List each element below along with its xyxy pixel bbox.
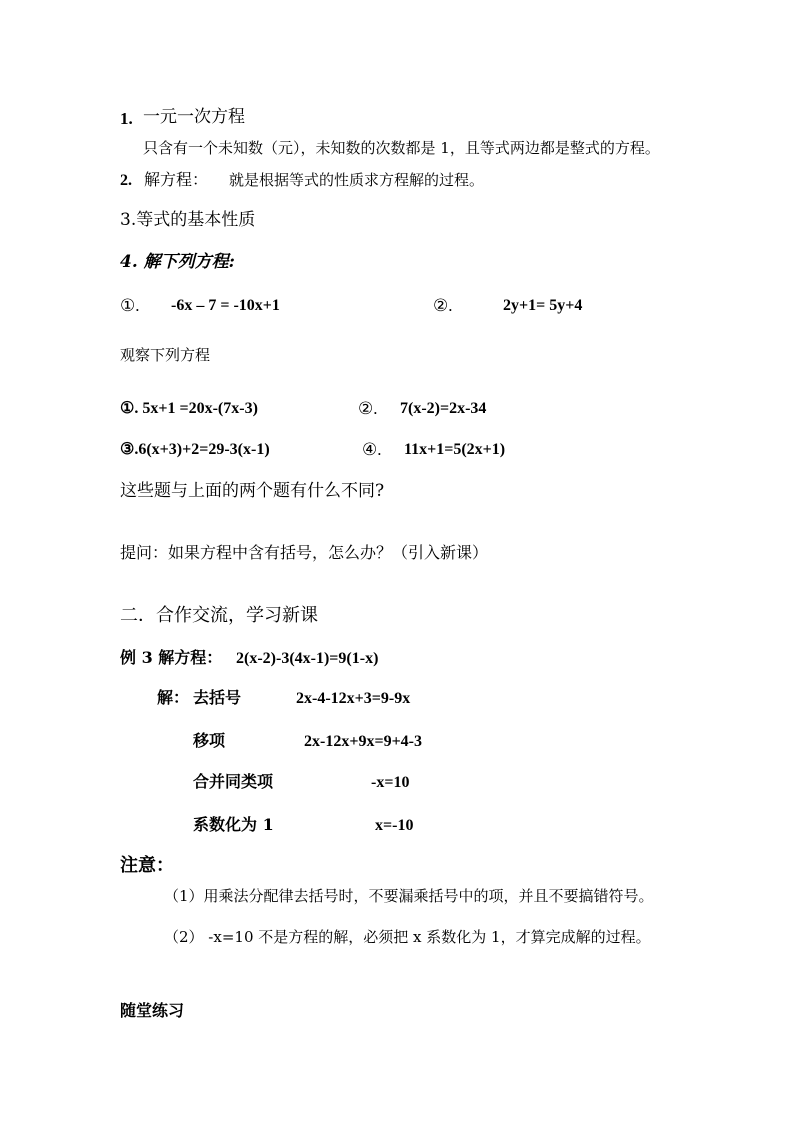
solution-label: 解：	[157, 688, 190, 707]
section2-heading: 解方程：	[144, 170, 209, 189]
section4-heading: 4. 解下列方程:	[120, 252, 235, 272]
observe-eq3: ③.6(x+3)+2=29-3(x-1)	[120, 441, 270, 458]
notes-title: 注意：	[120, 855, 174, 876]
note-2: （2） -x=10 不是方程的解，必须把 x 系数化为 1，才算完成解的过程。	[164, 928, 651, 946]
section2-definition: 就是根据等式的性质求方程解的过程。	[229, 171, 485, 189]
observe-eq1: ①. 5x+1 =20x-(7x-3)	[120, 400, 258, 417]
step1-equation: 2x-4-12x+3=9-9x	[296, 690, 411, 707]
step1-name: 去括号	[193, 688, 242, 707]
section4-eq2: 2y+1= 5y+4	[503, 297, 583, 314]
step2-equation: 2x-12x+9x=9+4-3	[304, 733, 423, 750]
observe-eq4-marker: ④.	[362, 440, 382, 459]
step4-name: 系数化为 1	[193, 815, 274, 834]
section4-eq1: -6x – 7 = -10x+1	[171, 297, 280, 314]
observe-title: 观察下列方程	[120, 346, 211, 364]
observe-eq2: 7(x-2)=2x-34	[400, 400, 487, 417]
step2-name: 移项	[193, 731, 226, 750]
example-equation: 2(x-2)-3(4x-1)=9(1-x)	[236, 650, 379, 667]
section2-number: 2.	[120, 172, 132, 189]
section1-number: 1.	[120, 109, 133, 128]
practice-title: 随堂练习	[120, 1001, 185, 1020]
step4-equation: x=-10	[375, 817, 414, 834]
example-label: 例 3 解方程：	[120, 648, 223, 667]
section4-eq1-marker: ①.	[120, 296, 140, 315]
section1-definition: 只含有一个未知数（元），未知数的次数都是 1，且等式两边都是整式的方程。	[143, 139, 660, 157]
section3-heading: 3.等式的基本性质	[120, 210, 256, 230]
step3-name: 合并同类项	[193, 772, 274, 791]
step3-equation: -x=10	[371, 774, 410, 791]
observe-prompt: 提问：如果方程中含有括号，怎么办？（引入新课）	[120, 543, 489, 562]
observe-question: 这些题与上面的两个题有什么不同?	[120, 481, 385, 501]
note-1: （1）用乘法分配律去括号时，不要漏乘括号中的项，并且不要搞错符号。	[164, 887, 654, 905]
observe-eq2-marker: ②.	[358, 399, 378, 418]
section1-heading: 一元一次方程	[143, 107, 245, 127]
part2-title: 二．合作交流，学习新课	[120, 605, 318, 626]
section4-eq2-marker: ②.	[433, 296, 453, 315]
observe-eq4: 11x+1=5(2x+1)	[404, 441, 506, 458]
